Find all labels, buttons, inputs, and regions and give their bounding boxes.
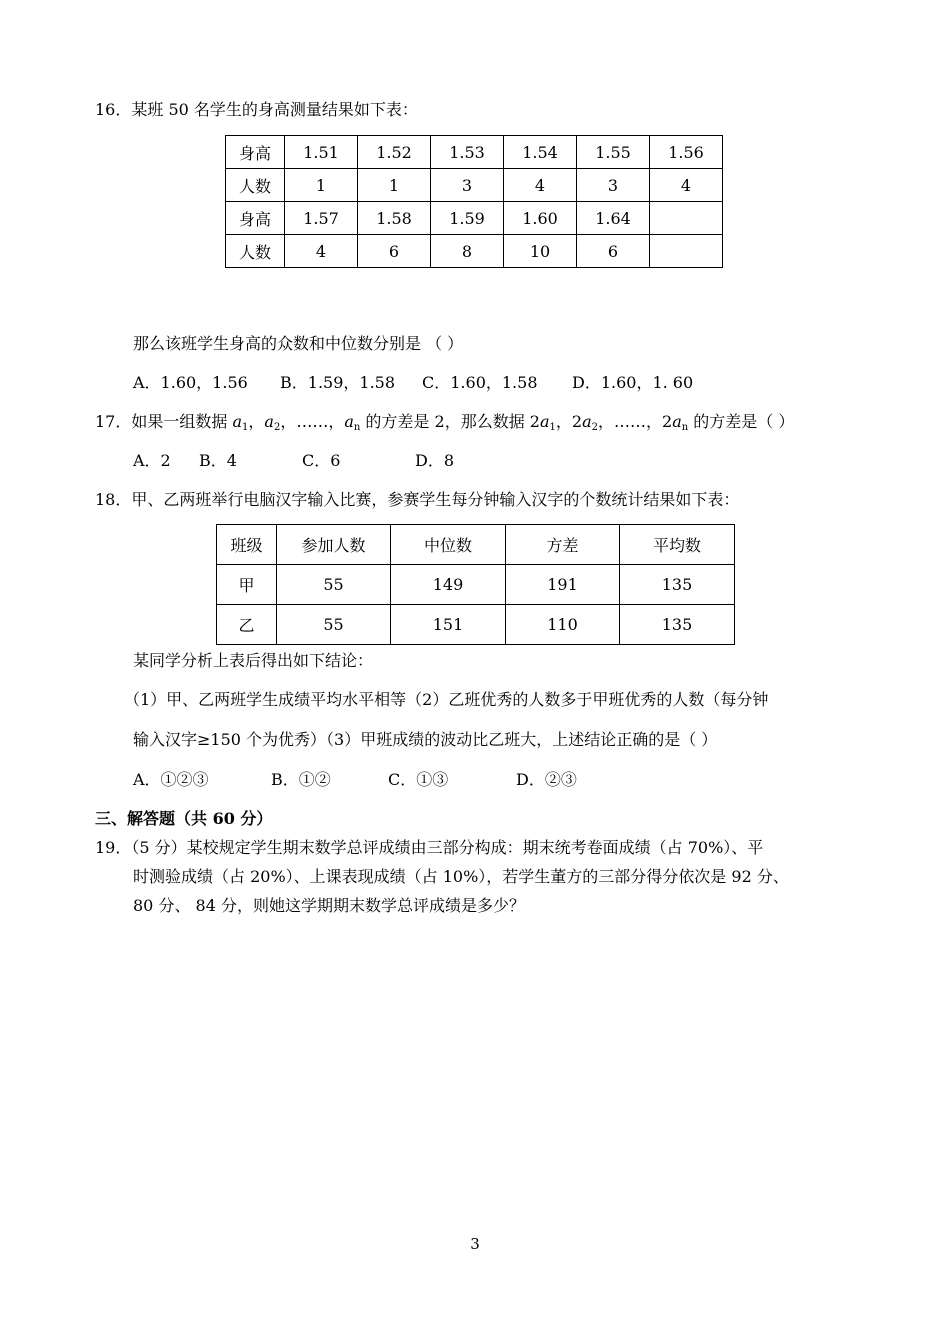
- question-16-text: [95, 99, 418, 121]
- table-cell: 1.54: [504, 136, 577, 169]
- table-row: [226, 202, 723, 235]
- option-c: C．①③: [388, 770, 449, 789]
- table-row: [226, 169, 723, 202]
- height-table: [225, 135, 723, 268]
- table-cell: 1.55: [577, 136, 650, 169]
- table-header-cell: 平均数: [620, 525, 735, 565]
- subscript: n: [681, 422, 689, 433]
- option-d: D．8: [415, 451, 455, 470]
- variable-a: a: [672, 412, 682, 431]
- question-17-text: [95, 411, 794, 439]
- table-header-cell: 方差: [506, 525, 620, 565]
- question-17-part: ，……，2: [598, 412, 673, 431]
- table-header-cell: 参加人数: [277, 525, 391, 565]
- table-cell: 110: [506, 605, 620, 645]
- question-16-options: [133, 372, 693, 394]
- question-19-line-2: 时测验成绩（占 20%）、上课表现成绩（占 10%），若学生董方的三部分得分依次是 92 分、: [133, 867, 789, 886]
- option-a: A．1.60，1.56: [133, 373, 248, 392]
- table-cell: 149: [391, 565, 506, 605]
- table-cell: 6: [577, 235, 650, 268]
- subscript: 2: [591, 422, 598, 433]
- table-cell: 4: [650, 169, 723, 202]
- table-cell: 1.51: [285, 136, 358, 169]
- separator: ，: [248, 412, 265, 431]
- variable-a: a: [582, 412, 592, 431]
- table-cell: 身高: [226, 136, 285, 169]
- table-row: [217, 565, 735, 605]
- question-18-intro: 某同学分析上表后得出如下结论：: [133, 651, 374, 670]
- table-cell: 135: [620, 605, 735, 645]
- question-17-part: 的方差是 2，那么数据 2: [360, 412, 540, 431]
- question-18-body: 甲、乙两班举行电脑汉字输入比赛，参赛学生每分钟输入汉字的个数统计结果如下表：: [131, 490, 740, 509]
- typing-contest-table: [216, 524, 735, 645]
- option-d: D．②③: [516, 770, 577, 789]
- option-b: B．1.59，1.58: [280, 373, 396, 392]
- option-b: B．4: [199, 451, 237, 470]
- table-cell: [650, 202, 723, 235]
- table-cell: 1.60: [504, 202, 577, 235]
- table-cell: 人数: [226, 235, 285, 268]
- table-cell: 4: [504, 169, 577, 202]
- table-cell: 55: [277, 605, 391, 645]
- table-cell: 3: [431, 169, 504, 202]
- option-a: A．2: [133, 451, 171, 470]
- table-cell: 1.52: [358, 136, 431, 169]
- question-16-number: 16．: [95, 100, 132, 119]
- option-c: C．1.60，1.58: [422, 373, 538, 392]
- question-18-statement-2: 输入汉字≥150 个为优秀）（3）甲班成绩的波动比乙班大，上述结论正确的是（ ）: [133, 730, 718, 749]
- table-cell: 人数: [226, 169, 285, 202]
- subscript: n: [353, 422, 361, 433]
- table-header-row: [217, 525, 735, 565]
- table-cell: 191: [506, 565, 620, 605]
- table-cell: 身高: [226, 202, 285, 235]
- question-19-line-1: 19．（5 分）某校规定学生期末数学总评成绩由三部分构成：期末统考卷面成绩（占 70%）、平: [95, 838, 764, 857]
- table-cell: 1.59: [431, 202, 504, 235]
- option-b: B．①②: [271, 770, 331, 789]
- subscript: 1: [242, 422, 249, 433]
- separator: ，……，: [280, 412, 345, 431]
- option-d: D．1.60，1. 60: [572, 373, 694, 392]
- variable-a: a: [539, 412, 550, 431]
- table-cell: 8: [431, 235, 504, 268]
- question-18-number: 18．: [95, 490, 132, 509]
- table-cell: 6: [358, 235, 431, 268]
- table-cell: 151: [391, 605, 506, 645]
- table-cell: 1.53: [431, 136, 504, 169]
- table-row: [217, 605, 735, 645]
- table-cell: 4: [285, 235, 358, 268]
- subscript: 1: [549, 422, 556, 433]
- question-19-line-3: 80 分、 84 分，则她这学期期末数学总评成绩是多少？: [133, 896, 525, 915]
- table-cell: 1.64: [577, 202, 650, 235]
- question-17-options: [133, 450, 454, 472]
- variable-a: a: [264, 412, 274, 431]
- table-cell: 3: [577, 169, 650, 202]
- variable-a: a: [344, 412, 354, 431]
- table-header-cell: 班级: [217, 525, 277, 565]
- table-cell: [650, 235, 723, 268]
- table-cell: 1.58: [358, 202, 431, 235]
- table-cell: 1.56: [650, 136, 723, 169]
- table-cell: 10: [504, 235, 577, 268]
- question-18-statement-1: （1）甲、乙两班学生成绩平均水平相等（2）乙班优秀的人数多于甲班优秀的人数（每分钟: [124, 690, 769, 709]
- table-cell: 55: [277, 565, 391, 605]
- table-cell: 1: [358, 169, 431, 202]
- table-cell: 乙: [217, 605, 277, 645]
- table-cell: 1.57: [285, 202, 358, 235]
- table-row: [226, 136, 723, 169]
- variable-a: a: [232, 412, 243, 431]
- table-cell: 1: [285, 169, 358, 202]
- page-number: 3: [470, 1235, 480, 1253]
- question-18-options: [133, 769, 577, 791]
- option-a: A．①②③: [133, 770, 209, 789]
- table-header-cell: 中位数: [391, 525, 506, 565]
- option-c: C．6: [302, 451, 341, 470]
- table-cell: 甲: [217, 565, 277, 605]
- question-17-part: 如果一组数据: [131, 412, 233, 431]
- question-17-number: 17．: [95, 412, 132, 431]
- subscript: 2: [273, 422, 281, 433]
- table-cell: 135: [620, 565, 735, 605]
- question-16-body: 某班 50 名学生的身高测量结果如下表：: [131, 100, 418, 119]
- table-row: [226, 235, 723, 268]
- question-17-part: ，2: [555, 412, 583, 431]
- question-16-stem: 那么该班学生身高的众数和中位数分别是 （ ）: [133, 334, 464, 353]
- question-18-text: [95, 489, 739, 511]
- question-17-part: 的方差是（ ）: [688, 412, 795, 431]
- section-3-title: 三、解答题（共 60 分）: [95, 809, 273, 828]
